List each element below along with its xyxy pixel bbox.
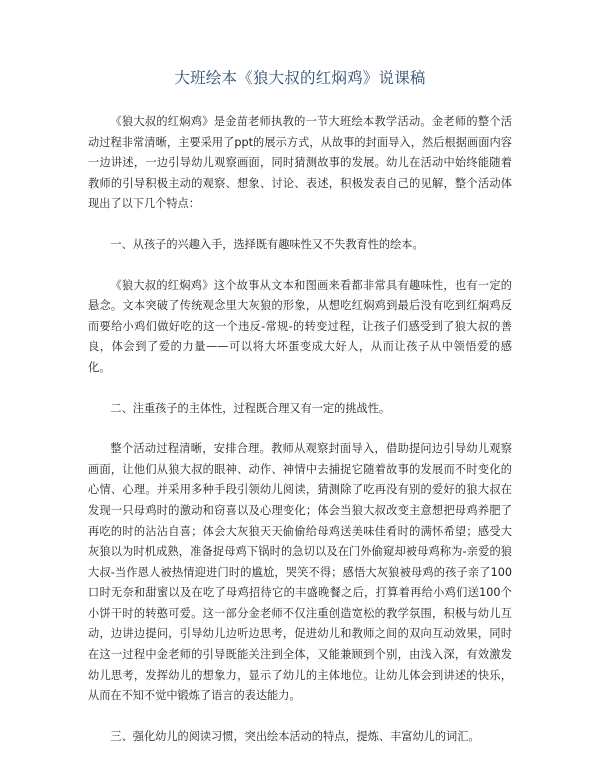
section-heading-3: 三、强化幼儿的阅读习惯，突出绘本活动的特点，提炼、丰富幼儿的词汇。 [110,729,480,743]
document-title: 大班绘本《狼大叔的红焖鸡》说课稿 [174,69,426,87]
intro-paragraph: 《狼大叔的红焖鸡》是金苗老师执教的一节大班绘本教学活动。金老师的整个活动过程非常清晰，主要采用了ppt的展示方式，从故事的封面导入，然后根据画面内容一边讲述，一边引导幼儿观察画面，同时猜测故事的发展。幼儿在活动中始终能随着教师的引导积极主动的观察、想象、讨论、表述，积极发表自己的见解，整个活动体现出了以下几个特点： [88,115,512,211]
section-heading-1: 一、从孩子的兴趣入手，选择既有趣味性又不失教育性的绘本。 [110,237,424,251]
section-body-1: 《狼大叔的红焖鸡》这个故事从文本和图画来看都非常具有趣味性，也有一定的悬念。文本突破了传统观念里大灰狼的形象，从想吃红焖鸡到最后没有吃到红焖鸡反而要给小鸡们做好吃的这一个违反-常规-的转变过程，让孩子们感受到了狼大叔的善良，体会到了爱的力量——可以将大坏蛋变成大好人，从而让孩子从中领悟爱的感化。 [88,278,512,374]
section-heading-2: 二、注重孩子的主体性，过程既合理又有一定的挑战性。 [110,401,391,415]
section-body-2: 整个活动过程清晰，安排合理。教师从观察封面导入，借助提问边引导幼儿观察画面，让他们从狼大叔的眼神、动作、神情中去捕捉它随着故事的发展而不时变化的心情、心理。并采用多种手段引领幼儿阅读，猜测除了吃再没有别的爱好的狼大叔在发现一只母鸡时的激动和窃喜以及心理变化；体会当狼大叔改变主意想把母鸡养肥了再吃的时的沾沾自喜；体会大灰狼天天偷偷给母鸡送美味佳肴时的满怀希望；感受大灰狼以为时机成熟，准备捉母鸡下锅时的急切以及在门外偷窥却被母鸡称为-亲爱的狼大叔-当作恩人被热情迎进门时的尴尬，哭笑不得；感悟大灰狼被母鸡的孩子亲了100口时无奈和甜蜜以及在吃了母鸡招待它的丰盛晚餐之后，打算着再给小鸡们送100个小饼干时的转憨可爱。这一部分金老师不仅注重创造宽松的教学氛围，积极与幼儿互动，边讲边提问，引导幼儿边听边思考，促进幼儿和教师之间的双向互动效果，同时在这一过程中金老师的引导既能关注到全体，又能兼顾到个别，由浅入深，有效激发幼儿思考，发挥幼儿的想象力，显示了幼儿的主体地位。让幼儿体会到讲述的快乐，从而在不知不觉中锻炼了语言的表达能力。 [88,442,512,703]
